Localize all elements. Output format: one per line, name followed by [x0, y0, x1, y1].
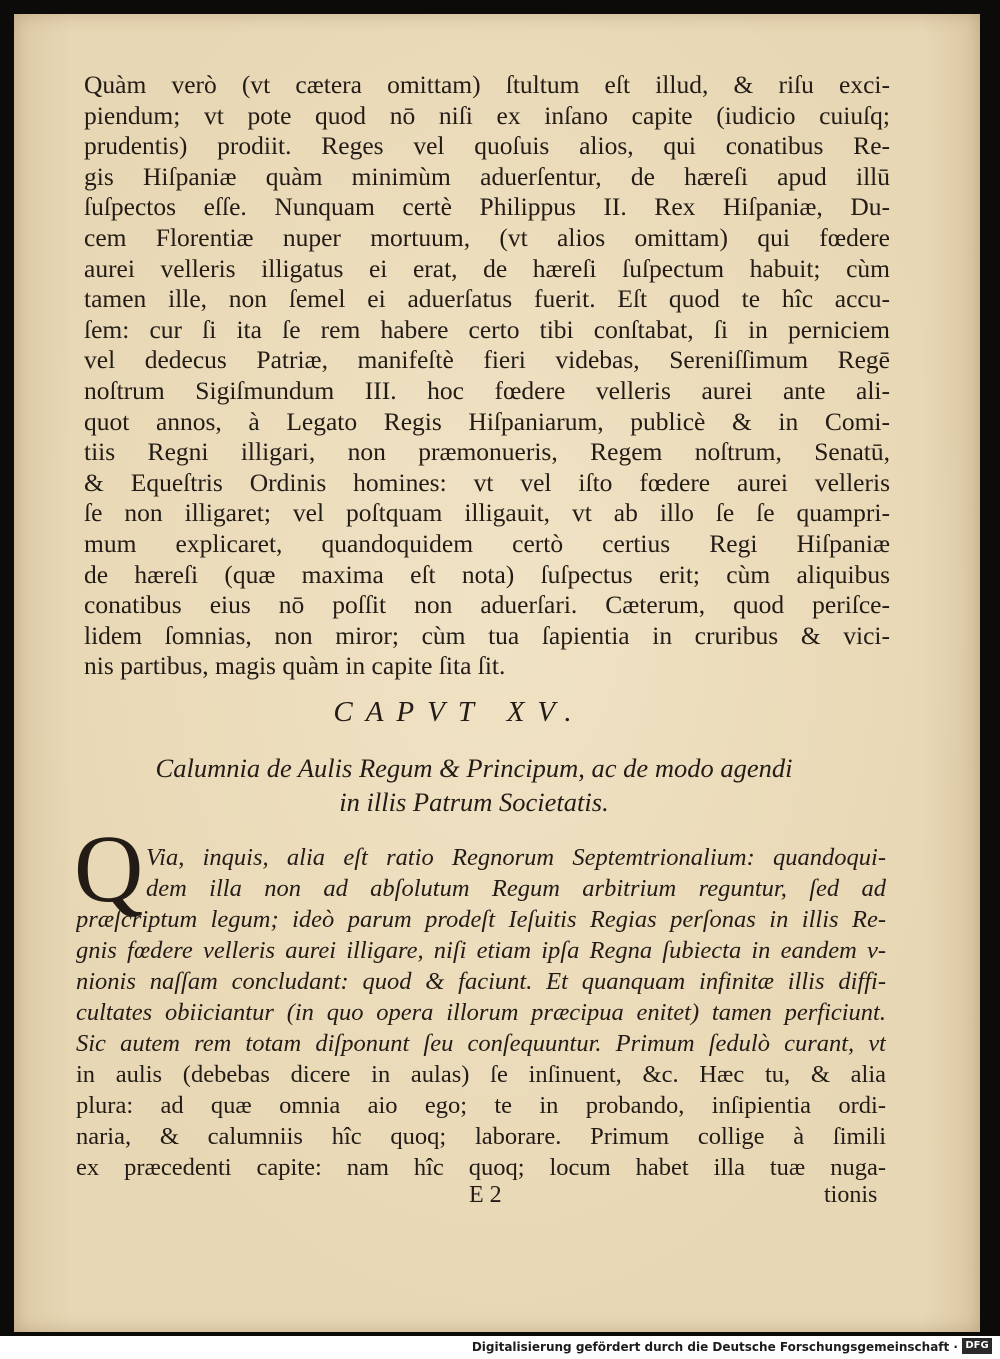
chapter-heading: CAPVT XV. — [333, 696, 585, 728]
dfg-logo-icon: DFG — [962, 1338, 992, 1354]
text-line: lidem ſomnias, non miror; cùm tua ſapientia in cruribus & vici- — [84, 620, 890, 650]
footer-funding-note: Digitalisierung gefördert durch die Deutsche Forschungsgemeinschaft · — [471, 1340, 958, 1354]
text-line: Sic autem rem totam diſponunt ſeu conſequuntur. Primum ſedulò curant, vt — [76, 1030, 886, 1057]
text-line: quot annos, à Legato Regis Hiſpaniarum, publicè & in Comi- — [84, 406, 890, 436]
signature-mark: E 2 — [469, 1182, 502, 1208]
text-line: vel dedecus Patriæ, manifeſtè fieri videbas, Sereniſſimum Regē — [84, 345, 890, 375]
book-page — [14, 14, 980, 1332]
text-line: de hæreſi (quæ maxima eſt nota) ſuſpectus erit; cùm aliquibus — [84, 559, 890, 589]
text-line: nis partibus, magis quàm in capite ſita ſit. — [84, 651, 506, 681]
text-line: noſtrum Sigiſmundum III. hoc fœdere velleris aurei ante ali- — [84, 375, 890, 405]
text-line: ex præcedenti capite: nam hîc quoq; locum habet illa tuæ nuga- — [76, 1154, 886, 1181]
text-line: naria, & calumniis hîc quoq; laborare. Primum collige à ſimili — [76, 1123, 886, 1150]
text-line: & Equeſtris Ordinis homines: vt vel iſto fœdere aurei velleris — [84, 467, 890, 497]
drop-cap: Q — [74, 815, 144, 922]
text-line: ſuſpectos eſſe. Nunquam certè Philippus II. Rex Hiſpaniæ, Du- — [84, 192, 890, 222]
text-line: cem Florentiæ nuper mortuum, (vt alios omittam) qui fœdere — [84, 222, 890, 252]
paragraph-2 — [76, 842, 886, 1183]
text-line: nionis naſſam concludant: quod & faciunt. Et quanquam infinitæ illis diffi- — [76, 968, 886, 995]
text-line: præſcriptum legum; ideò parum prodeſt Ieſuitis Regias perſonas in illis Re- — [76, 906, 886, 933]
text-line: plura: ad quæ omnia aio ego; te in probando, inſipientia ordi- — [76, 1092, 886, 1119]
text-line: tamen ille, non ſemel ei aduerſatus fuerit. Eſt quod te hîc accu- — [84, 284, 890, 314]
text-line: cultates obiiciantur (in quo opera illorum præcipua enitet) tamen perficiunt. — [76, 999, 886, 1026]
chapter-subtitle — [74, 751, 874, 819]
text-line: conatibus eius nō poſſit non aduerſari. Cæterum, quod periſce- — [84, 590, 890, 620]
text-line: in aulis (debebas dicere in aulas) ſe inſinuent, &c. Hæc tu, & alia — [76, 1061, 886, 1088]
text-line: dem illa non ad abſolutum Regum arbitrium reguntur, ſed ad — [146, 875, 886, 902]
text-line: gnis fœdere velleris aurei illigare, niſi etiam ipſa Regna ſubiecta in eandem v- — [76, 937, 886, 964]
text-line: mum explicaret, quandoquidem certò certius Regi Hiſpaniæ — [84, 528, 890, 558]
text-line: piendum; vt pote quod nō niſi ex inſano capite (iudicio cuiuſq; — [84, 100, 890, 130]
text-line: prudentis) prodiit. Reges vel quoſuis alios, qui conatibus Re- — [84, 131, 890, 161]
text-line: ſe non illigaret; vel poſtquam illigauit, vt ab illo ſe ſe quampri- — [84, 498, 890, 528]
text-line: aurei velleris illigatus ei erat, de hæreſi ſuſpectum habuit; cùm — [84, 253, 890, 283]
catchword: tionis — [824, 1182, 878, 1208]
text-line: tiis Regni illigari, non præmonueris, Regem noſtrum, Senatū, — [84, 437, 890, 467]
paragraph-1 — [84, 70, 890, 682]
text-line: Via, inquis, alia eſt ratio Regnorum Septemtrionalium: quandoqui- — [146, 844, 886, 871]
text-line: ſem: cur ſi ita ſe rem habere certo tibi conſtabat, ſi in perniciem — [84, 314, 890, 344]
text-line: gis Hiſpaniæ quàm minimùm aduerſentur, de hæreſi apud illū — [84, 161, 890, 191]
text-line: Quàm verò (vt cætera omittam) ſtultum eſt illud, & riſu exci- — [84, 70, 890, 99]
chapter-subtitle-line-2: in illis Patrum Societatis. — [339, 787, 609, 817]
chapter-subtitle-line-1: Calumnia de Aulis Regum & Principum, ac de modo agendi — [155, 753, 793, 783]
